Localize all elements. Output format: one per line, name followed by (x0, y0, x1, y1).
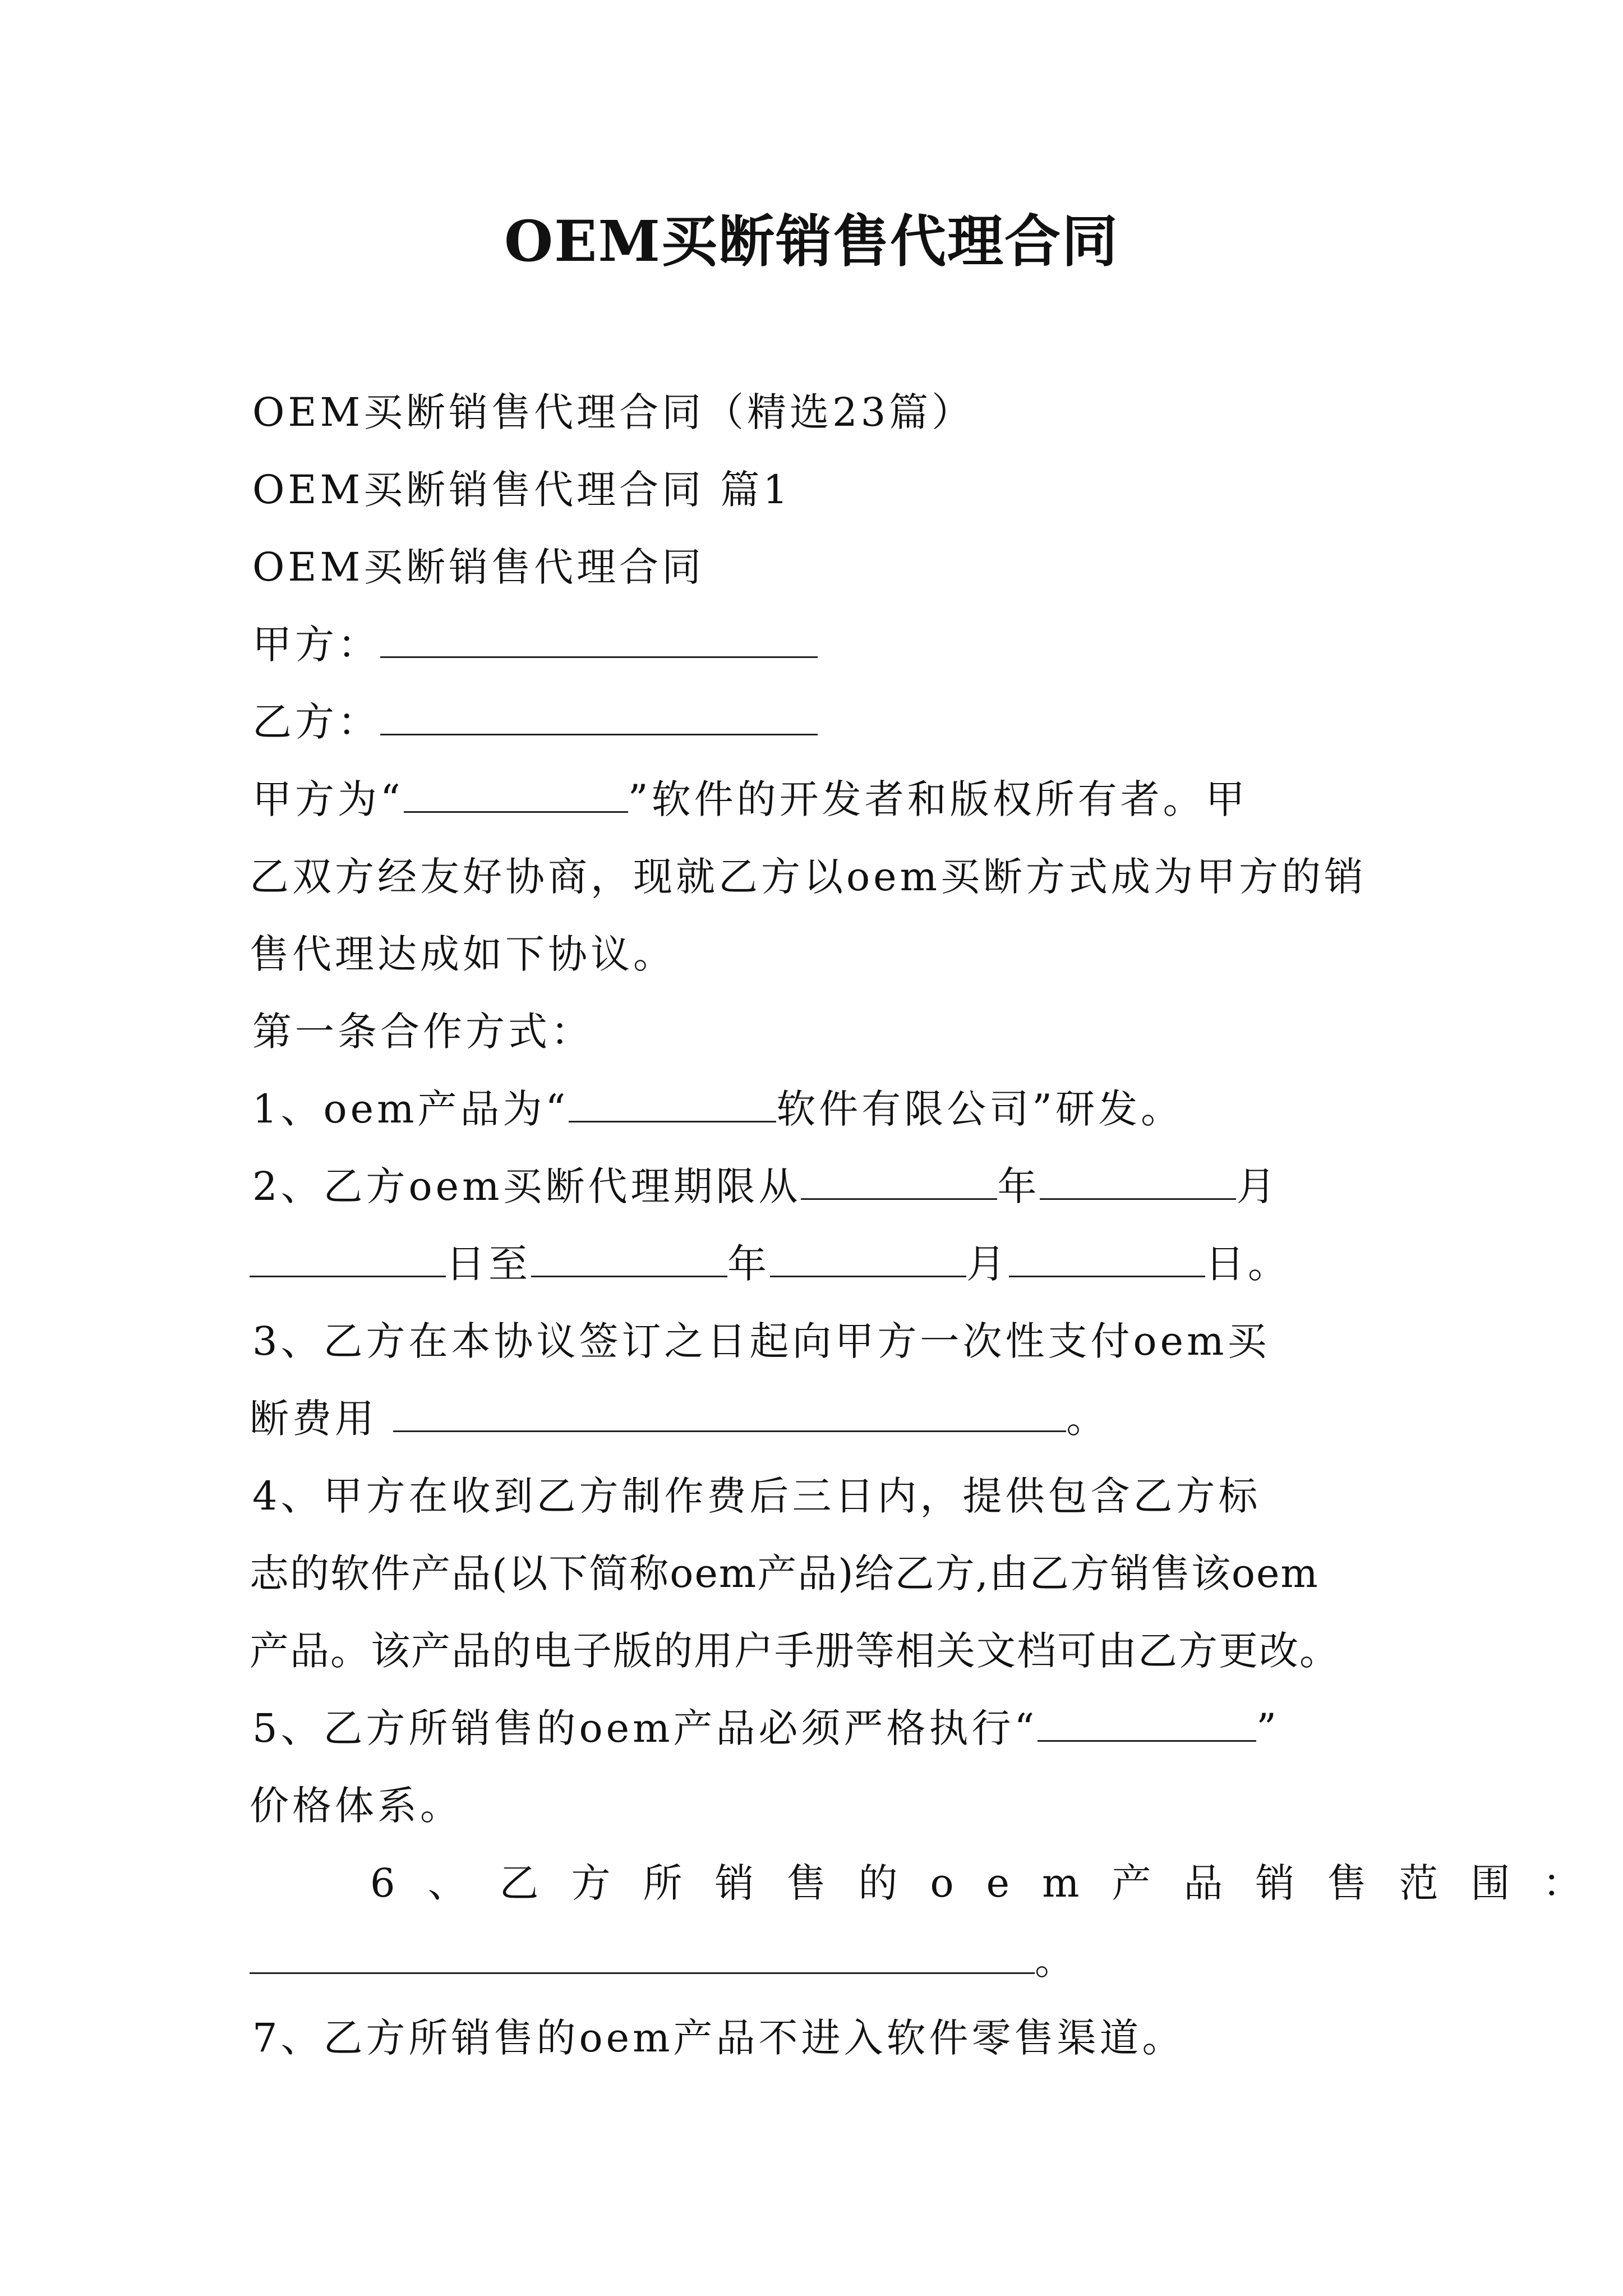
software-name-blank[interactable] (404, 777, 628, 813)
item-7-line: 7、乙方所销售的oem产品不进入软件零售渠道。 (252, 2015, 1185, 2061)
party-a-blank[interactable] (380, 623, 818, 658)
text-span: 年 (997, 1163, 1040, 1209)
section-heading: OEM买断销售代理合同 篇1 (252, 467, 791, 513)
item-2-line-1 (252, 1161, 1387, 1212)
start-year-blank[interactable] (801, 1165, 997, 1200)
contract-heading: OEM买断销售代理合同 (252, 544, 705, 590)
text-span: ” (1256, 1705, 1280, 1751)
text-span: 年 (727, 1241, 770, 1287)
text-span: 月 (1236, 1163, 1279, 1209)
article-1-heading: 第一条合作方式： (252, 1009, 593, 1055)
item-6-line-1: 6、乙方所销售的oem产品销售范围： (370, 1860, 1615, 1906)
text-span: 软件有限公司”研发。 (776, 1086, 1184, 1132)
item-3-line-2 (250, 1393, 1387, 1444)
company-name-blank[interactable] (569, 1087, 776, 1122)
party-b-blank[interactable] (380, 700, 818, 735)
subtitle-line: OEM买断销售代理合同（精选23篇） (252, 389, 975, 435)
paragraph-1-line-3: 售代理达成如下协议。 (250, 931, 676, 977)
text-span: 。 (1035, 1938, 1077, 1984)
text-span: 日。 (1205, 1241, 1290, 1287)
item-4-line-3: 产品。该产品的电子版的用户手册等相关文档可由乙方更改。 (250, 1628, 1340, 1674)
sales-scope-blank[interactable] (250, 1939, 1035, 1974)
party-b-label: 乙方： (252, 699, 380, 745)
paragraph-1-line-1 (252, 774, 1387, 825)
document-title: OEM买断销售代理合同 (504, 208, 1119, 274)
fee-blank[interactable] (393, 1397, 1066, 1432)
party-a-line (252, 619, 1387, 670)
start-day-blank[interactable] (250, 1242, 446, 1277)
price-system-blank[interactable] (1038, 1706, 1256, 1742)
text-span: 5、乙方所销售的oem产品必须严格执行“ (252, 1705, 1038, 1751)
item-5-line-2: 价格体系。 (250, 1783, 463, 1829)
end-month-blank[interactable] (770, 1242, 966, 1277)
end-day-blank[interactable] (1009, 1242, 1205, 1277)
text-span: 1、oem产品为“ (252, 1086, 569, 1132)
party-a-label: 甲方： (252, 622, 380, 668)
end-year-blank[interactable] (531, 1242, 727, 1277)
item-2-line-2 (250, 1239, 1387, 1289)
text-span: 甲方为“ (252, 776, 404, 822)
item-1-line (252, 1084, 1387, 1134)
start-month-blank[interactable] (1040, 1165, 1236, 1200)
text-span: 日至 (446, 1241, 531, 1287)
item-5-line-1 (252, 1703, 1387, 1754)
item-4-line-1: 4、甲方在收到乙方制作费后三日内，提供包含乙方标 (252, 1473, 1261, 1519)
paragraph-1-line-2: 乙双方经友好协商，现就乙方以oem买断方式成为甲方的销 (250, 854, 1367, 900)
text-span: 月 (966, 1241, 1009, 1287)
text-span: ”软件的开发者和版权所有者。甲 (628, 776, 1248, 822)
item-4-line-2: 志的软件产品(以下简称oem产品)给乙方,由乙方销售该oem (250, 1550, 1319, 1596)
text-span: 断费用 (250, 1396, 394, 1442)
text-span: 。 (1066, 1396, 1109, 1442)
item-3-line-1: 3、乙方在本协议签订之日起向甲方一次性支付oem买 (252, 1318, 1270, 1364)
party-b-line (252, 697, 1387, 747)
item-6-line-2 (250, 1935, 1387, 1986)
text-span: 2、乙方oem买断代理期限从 (252, 1163, 801, 1209)
